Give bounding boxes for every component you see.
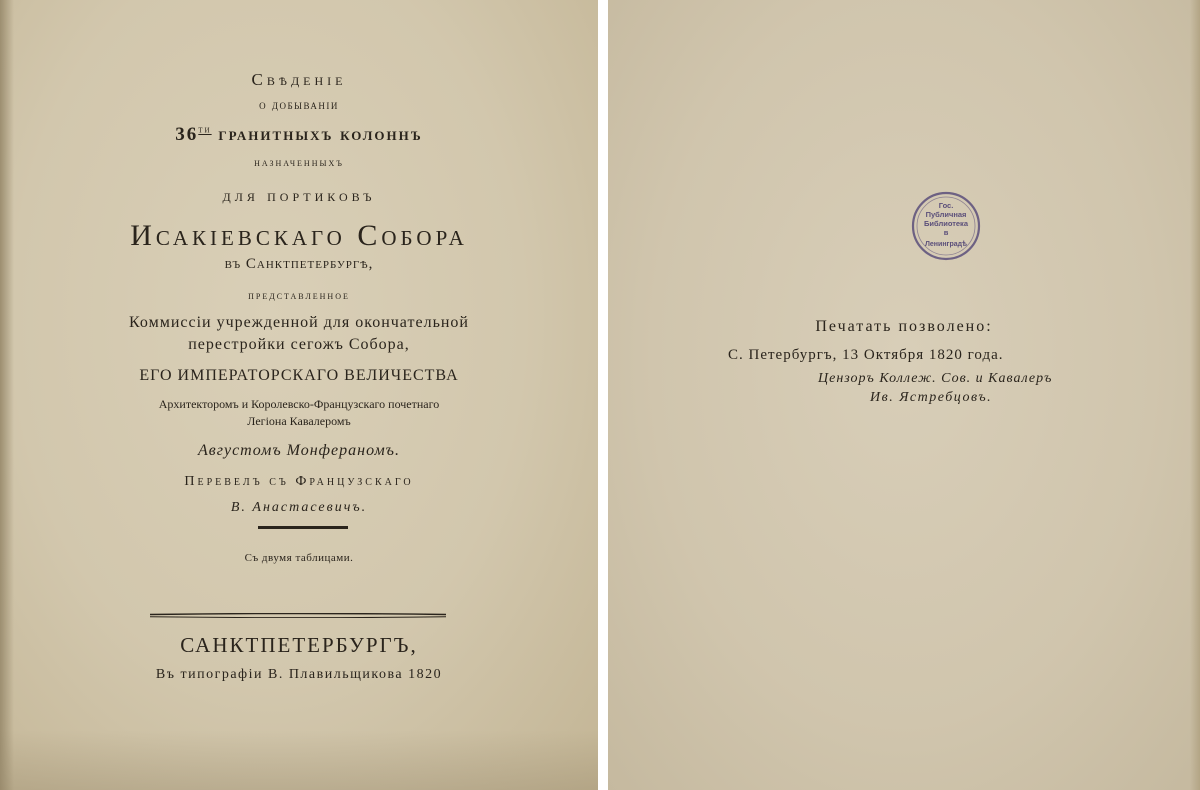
short-rule: [258, 526, 348, 529]
title-line-7: въ Санктпетербургѣ,: [224, 256, 374, 272]
title-line-1: Свѣденіе: [251, 70, 347, 89]
title-line-10: перестройки сегожъ Собора,: [188, 336, 410, 353]
permission-heading: Печатать позволено:: [815, 318, 993, 335]
columns-text: гранитныхъ колоннъ: [211, 124, 423, 145]
censor-title: Цензоръ Коллеж. Сов. и Кавалеръ: [818, 371, 1053, 386]
double-rule: [150, 613, 446, 618]
stamp-line-1: Гос.: [938, 201, 954, 210]
title-line-5: для портиковъ: [222, 186, 376, 205]
censor-name: Ив. Ястребцовъ.: [870, 390, 993, 405]
stamp-line-5: Ленинградѣ: [924, 241, 968, 248]
title-line-8: представленное: [248, 290, 350, 302]
library-stamp: [910, 190, 982, 262]
title-line-13: Легіона Кавалеромъ: [247, 414, 351, 428]
title-line-2: о добываніи: [259, 97, 339, 112]
title-line-3: [0, 124, 598, 146]
permission-date: С. Петербургъ, 13 Октября 1820 года.: [728, 347, 1004, 363]
author-name: Августомъ Монфераномъ.: [198, 442, 400, 459]
title-page: [0, 0, 598, 790]
stamp-icon: [910, 190, 982, 262]
title-line-12: Архитекторомъ и Королевско-Французскаго почетнаго: [158, 397, 440, 411]
imprint-printer: Въ типографіи В. Плавильщикова 1820: [155, 667, 443, 682]
translator-line: Перевелъ съ Французскаго: [184, 474, 414, 489]
tables-note: Съ двумя таблицами.: [244, 552, 354, 564]
title-line-4: назначенныхъ: [254, 157, 344, 169]
title-line-9: Коммиссіи учрежденной для окончательной: [129, 314, 469, 331]
stamp-line-3: Библиотека: [924, 219, 968, 228]
stamp-line-4: в: [943, 228, 949, 237]
censor-page: [608, 0, 1200, 790]
page-gutter: [598, 0, 608, 790]
imprint-city: САНКТПЕТЕРБУРГЪ,: [180, 633, 418, 657]
title-line-11: ЕГО ИМПЕРАТОРСКАГО ВЕЛИЧЕСТВА: [139, 367, 459, 384]
column-count: 36: [175, 124, 199, 145]
column-count-suffix: ти: [198, 124, 212, 136]
translator-name: В. Анастасевичъ.: [230, 500, 368, 515]
stamp-line-2: Публичная: [925, 210, 967, 219]
main-title: Исакіевскаго Собора: [130, 219, 468, 252]
